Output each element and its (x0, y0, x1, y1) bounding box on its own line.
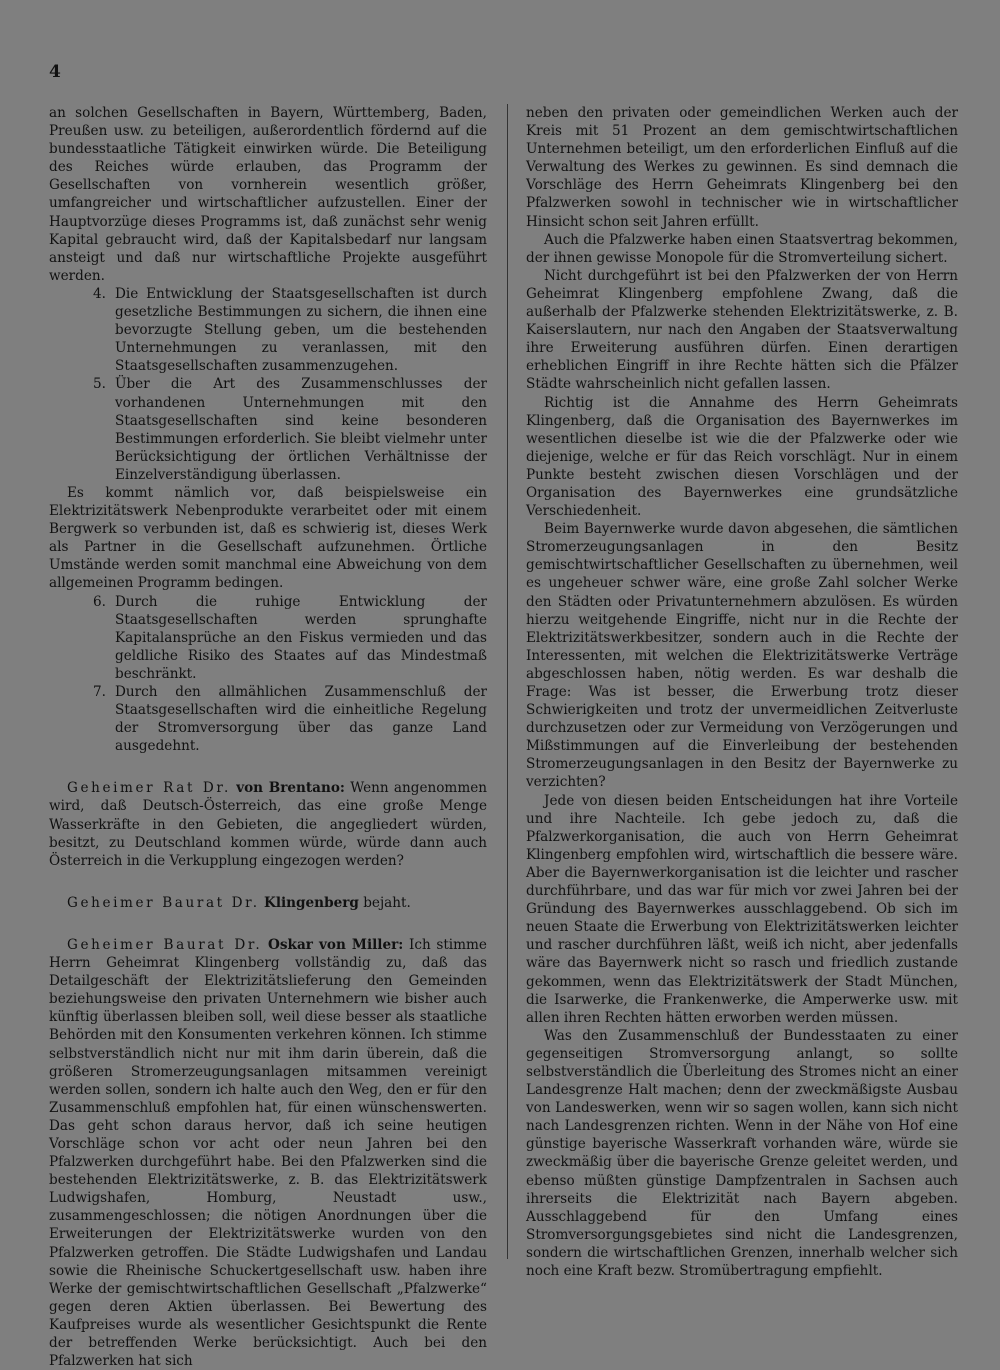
list-item-number: 5. (93, 376, 106, 393)
paragraph: Jede von diesen beiden Entscheidungen hat ihre Vorteile und ihre Nachteile. Ich gebe jedoch zu, daß die Pfalzwerkorganisation, die auch von Herrn Geheimrat Klingenberg empfohlen wird, wirtschaftlich die bessere wäre. Aber die Bayernwerkorganisation ist die leichter und rascher durchführbare, und das war für mich vor zwei Jahren bei der Gründung des Bayernwerkes ausschlaggebend. Ob sich im neuen Staate die Erwerbung von Elektrizitätswerken leichter und rascher durchführen läßt, weiß ich nicht, aber jedenfalls wäre das Bayernwerk nicht so rasch und friedlich zustande gekommen, wenn das Elektrizitätswerk der Stadt München, die Isarwerke, die Frankenwerke, die Amperwerke usw. mit allen ihren Rechten hätten erworben werden müssen. (526, 792, 958, 1026)
speaker-title: Geheimer Rat Dr. (67, 780, 231, 797)
paragraph: Was den Zusammenschluß der Bundesstaaten zu einer gegenseitigen Stromversorgung anlangt, so sollte selbstverständlich die Überleitung des Stromes nicht an einer Landesgrenze Halt machen; denn der zweckmäßigste Ausbau von Landeswerken, wenn wir so sagen wollen, kann sich nicht nach Landesgrenzen richten. Wenn in der Nähe von Hof eine günstige bayerische Wasserkraft vorhanden wäre, würde sie zweckmäßig über die bayerische Grenze geleitet werden, und ebenso müßten günstige Dampfzentralen in Sachsen auch ihrerseits die Elektrizität nach Bayern abgeben. Ausschlaggebend für den Umfang eines Stromversorgungsgebietes sind nicht die Landesgrenzen, sondern die wirtschaftlichen Grenzen, innerhalb welcher sich noch eine Kraft bezw. Stromübertragung empfiehlt. (526, 1027, 958, 1279)
speech-text: Wenn angenommen wird, daß Deutsch-Österreich, das eine große Menge Wasserkräfte in den Gebieten, die angegliedert würden, besitzt, zu Deutschland kommen würde, würde dann auch Österreich in die Verkupplung eingezogen werden? (49, 780, 488, 869)
list-item-text: Durch den allmählichen Zusammenschluß der Staatsgesellschaften wird die einheitliche Regelung der Stromversorgung über das ganze Land ausgedehnt. (115, 684, 487, 755)
paragraph: Auch die Pfalzwerke haben einen Staatsvertrag bekommen, der ihnen gewisse Monopole für die Stromverteilung sichert. (526, 231, 958, 266)
speech-text: Ich stimme Herrn Geheimrat Klingenberg vollständig zu, daß das Detailgeschäft der Elektrizitätslieferung den Gemeinden beziehungsweise den privaten Unternehmern wie bisher auch künftig überlassen bleiben soll, weil diese besser als staatliche Behörden mit den Konsumenten verkehren können. Ich stimme selbstverständlich nicht nur mit ihm darin überein, daß die größeren Stromerzeugungsanlagen mitsammen vereinigt werden sollen, sondern ich halte auch den Weg, den er für den Zusammenschluß empfohlen hat, für einen wünschenswerten. Das geht schon daraus hervor, daß ich seine heutigen Vorschläge schon vor acht oder neun Jahren bei den Pfalzwerken durchgeführt habe. Bei den Pfalzwerken sind die bestehenden Elektrizitätswerke, z. B. das Elektrizitätswerk Ludwigshafen, Homburg, Neustadt usw., zusammengeschlossen; die nötigen Anordnungen über die Erweiterungen der Elektrizitätswerke wurden von den Pfalzwerken getroffen. Die Städte Ludwigshafen und Landau sowie die Rheinische Schuckertgesellschaft usw. haben ihre Werke der gemischtwirtschaftlichen Gesellschaft „Pfalzwerke“ gegen deren Aktien überlassen. Bei Bewertung des Kaufpreises wurde als wesentlicher Gesichtspunkt die Rente der betreffenden Werke berücksichtigt. Auch bei den Pfalzwerken hat sich (49, 936, 487, 1370)
right-column (526, 104, 958, 1280)
list-item-number: 7. (93, 684, 106, 700)
paragraph: Es kommt nämlich vor, daß beispielsweise ein Elektrizitätswerk Nebenprodukte verarbeitet oder mit einem Bergwerk so verbunden ist, daß es schwierig ist, dieses Werk als Partner in die Gesellschaft aufzunehmen. Örtliche Umstände werden somit manchmal eine Abweichung von dem allgemeinen Programm bedingen. (49, 484, 487, 592)
left-column (49, 104, 487, 1370)
list-item-number: 6. (93, 593, 106, 610)
list-item-text: Über die Art des Zusammenschlusses der vorhandenen Unternehmungen mit den Staatsgesellschaften sind keine besonderen Bestimmungen erforderlich. Sie bleibt vielmehr unter Berücksichtigung der örtlichen Verhältnisse der Einzelverständigung überlassen. (115, 376, 487, 483)
paragraph: an solchen Gesellschaften in Bayern, Württemberg, Baden, Preußen usw. zu beteiligen, außerordentlich fördernd auf die bundesstaatliche Tätigkeit einwirken würde. Die Beteiligung des Reiches würde erlauben, das Programm der Gesellschaften von vornherein wesentlich größer, umfangreicher und wirtschaftlicher aufzustellen. Einer der Hauptvorzüge dieses Programms ist, daß zunächst sehr wenig Kapital gebraucht wird, daß der Kapitalsbedarf nur langsam ansteigt und daß nur wirtschaftliche Projekte ausgeführt werden. (49, 105, 487, 284)
list-item (93, 285, 487, 375)
speaker-name: von Brentano: (236, 780, 345, 797)
paragraph: Beim Bayernwerke wurde davon abgesehen, die sämtlichen Stromerzeugungsanlagen in den Besitz gemischtwirtschaftlicher Gesellschaften zu übernehmen, weil es ungeheuer schwer wäre, eine große Zahl solcher Werke den Städten oder Privatunternehmern abzulösen. Es würden hierzu weitgehende Eingriffe, nicht nur in die Rechte der Elektrizitätswerkbesitzer, sondern auch in die Rechte der Interessenten, mit welchen die Elektrizitätswerke Verträge abgeschlossen haben, nötig werden. Es war deshalb die Frage: Was ist besser, die Erwerbung trotz dieser Schwierigkeiten und trotz der unvermeidlichen Zeitverluste durchzusetzen oder zur Vermeidung von Verzögerungen und Mißstimmungen auf die Einverleibung der bestehenden Stromerzeugungsanlagen in den Besitz der Bayernwerke zu verzichten? (526, 521, 958, 791)
speaker-title: Geheimer Baurat Dr. (67, 936, 263, 953)
speaker-name: Klingenberg (264, 894, 359, 911)
speech-text: bejaht. (358, 894, 411, 911)
paragraph: Nicht durchgeführt ist bei den Pfalzwerken der von Herrn Geheimrat Klingenberg empfohlene Zwang, daß die außerhalb der Pfalzwerke stehenden Elektrizitätswerke, z. B. Kaiserslautern, nur nach den Angaben der Staatsverwaltung ihre Erweiterung ausführen dürfen. Einen derartigen erheblichen Eingriff in ihre Rechte hätten sich die Pfälzer Städte wahrscheinlich nicht gefallen lassen. (526, 267, 958, 393)
list-item-text: Die Entwicklung der Staatsgesellschaften ist durch gesetzliche Bestimmungen zu sichern, die ihnen eine bevorzugte Stellung geben, um die bestehenden Unternehmungen zu veranlassen, mit den Staatsgesellschaften zusammenzugehen. (115, 285, 487, 375)
page-number: 4 (49, 62, 61, 82)
column-divider (507, 104, 508, 1259)
list-item (93, 683, 487, 755)
paragraph: neben den privaten oder gemeindlichen Werken auch der Kreis mit 51 Prozent an dem gemischtwirtschaftlichen Unternehmen beteiligt, um den erforderlichen Einfluß auf die Verwaltung des Werkes zu gewinnen. Es sind demnach die Vorschläge des Herrn Geheimrats Klingenberg bei den Pfalzwerken sowohl in technischer wie in wirtschaftlicher Hinsicht schon seit Jahren erfüllt. (526, 105, 958, 230)
speech-brentano (49, 779, 487, 869)
speaker-title: Geheimer Baurat Dr. (67, 894, 260, 911)
list-item (93, 593, 487, 683)
speech-klingenberg (49, 894, 487, 912)
list-item (93, 375, 487, 484)
list-item-text: Durch die ruhige Entwicklung der Staatsgesellschaften werden sprunghafte Kapitalansprüche an den Fiskus vermieden und das geldliche Risiko des Staates auf das Mindestmaß beschränkt. (115, 593, 487, 682)
paragraph: Richtig ist die Annahme des Herrn Geheimrats Klingenberg, daß die Organisation des Bayernwerkes im wesentlichen dieselbe ist wie die der Pfalzwerke oder wie diejenige, welche er für das Reich vorschlägt. Nur in einem Punkte besteht zwischen diesen Vorschlägen und der Organisation des Bayernwerkes eine grundsätzliche Verschiedenheit. (526, 394, 958, 520)
speech-miller (49, 936, 487, 1370)
list-item-number: 4. (93, 285, 106, 302)
speaker-name: Oskar von Miller: (268, 936, 404, 953)
